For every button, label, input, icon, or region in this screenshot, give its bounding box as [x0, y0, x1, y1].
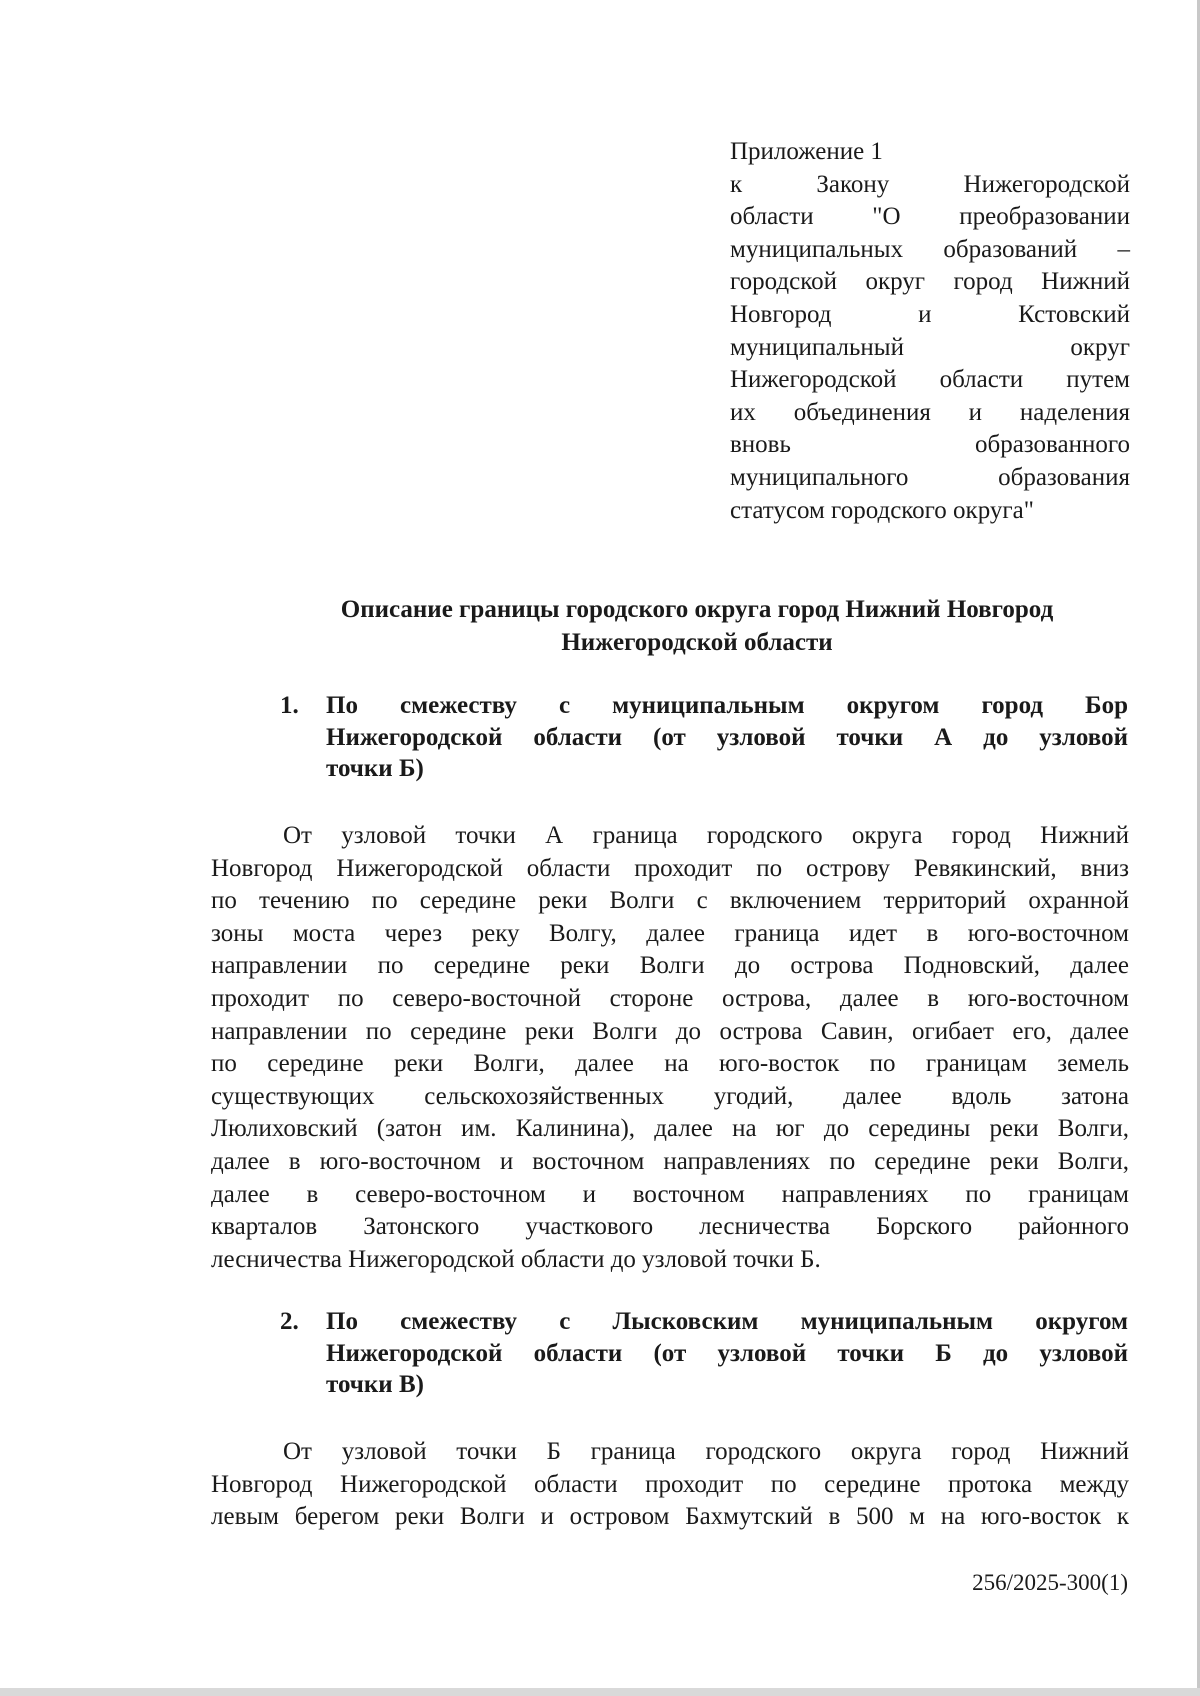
paragraph-line: по середине реки Волги, далее на юго-восток по границам земель [211, 1050, 1129, 1078]
document-code: 256/2025-300(1) [972, 1570, 1128, 1595]
appendix-caption [730, 136, 1130, 527]
heading-line: Нижегородской области (от узловой точки Б до узловой [326, 1339, 1128, 1367]
paragraph-line: От узловой точки Б граница городского округа город Нижний [283, 1438, 1129, 1465]
heading-line: точки В) [326, 1371, 424, 1399]
title-line: Описание границы городского округа город Нижний Новгород [340, 596, 1054, 623]
paragraph-line: существующих сельскохозяйственных угодий, далее вдоль затона [211, 1082, 1129, 1110]
paragraph-line: левым берегом реки Волги и островом Бахмутский в 500 м на юго-восток к [211, 1503, 1129, 1531]
appendix-line: к Закону Нижегородской [730, 170, 1130, 198]
section-2-heading [280, 1306, 1128, 1401]
paragraph-line: далее в северо-восточном и восточном направлениях по границам [211, 1180, 1129, 1208]
document-title [262, 593, 1132, 659]
appendix-line: Новгород и Кстовский [730, 300, 1130, 328]
appendix-line: области "О преобразовании [730, 203, 1130, 231]
paragraph-line: по течению по середине реки Волги с включением территорий охранной [211, 887, 1129, 915]
section-2-paragraph [211, 1436, 1129, 1534]
section-number: 1. [280, 692, 299, 719]
paragraph-line: Люлиховский (затон им. Калинина), далее на юг до середины реки Волги, [211, 1115, 1129, 1143]
heading-line: Нижегородской области (от узловой точки А до узловой [326, 723, 1128, 751]
paragraph-line: кварталов Затонского участкового лесничества Борского районного [211, 1213, 1129, 1241]
paragraph-line: зоны моста через реку Волгу, далее граница идет в юго-восточном [211, 919, 1129, 947]
section-number: 2. [280, 1308, 299, 1335]
heading-line: точки Б) [326, 755, 424, 783]
appendix-line: вновь образованного [730, 431, 1130, 459]
appendix-line: муниципальный округ [730, 333, 1130, 361]
paragraph-line: направлении по середине реки Волги до острова Савин, огибает его, далее [211, 1017, 1129, 1045]
appendix-line: Нижегородской области путем [730, 366, 1130, 394]
paragraph-line: далее в юго-восточном и восточном направлениях по середине реки Волги, [211, 1147, 1129, 1175]
paragraph-line: лесничества Нижегородской области до узловой точки Б. [211, 1245, 821, 1273]
paragraph-line: проходит по северо-восточной стороне острова, далее в юго-восточном [211, 984, 1129, 1012]
appendix-line: муниципальных образований – [730, 235, 1130, 263]
appendix-line: городской округ город Нижний [730, 268, 1130, 296]
section-1-paragraph [211, 820, 1129, 1276]
appendix-line: Приложение 1 [730, 138, 883, 165]
appendix-line: статусом городского округа" [730, 496, 1034, 524]
title-line: Нижегородской области [561, 629, 833, 656]
scan-bottom-edge [0, 1688, 1200, 1696]
paragraph-line: Новгород Нижегородской области проходит по середине протока между [211, 1470, 1129, 1498]
paragraph-line: направлении по середине реки Волги до острова Подновский, далее [211, 952, 1129, 980]
heading-line: По смежеству с Лысковским муниципальным округом [326, 1308, 1128, 1335]
appendix-line: муниципального образования [730, 463, 1130, 491]
paragraph-line: Новгород Нижегородской области проходит по острову Ревякинский, вниз [211, 854, 1129, 882]
appendix-line: их объединения и наделения [730, 398, 1130, 426]
heading-line: По смежеству с муниципальным округом город Бор [326, 692, 1128, 719]
section-1-heading [280, 690, 1128, 785]
paragraph-line: От узловой точки А граница городского округа город Нижний [283, 822, 1129, 849]
